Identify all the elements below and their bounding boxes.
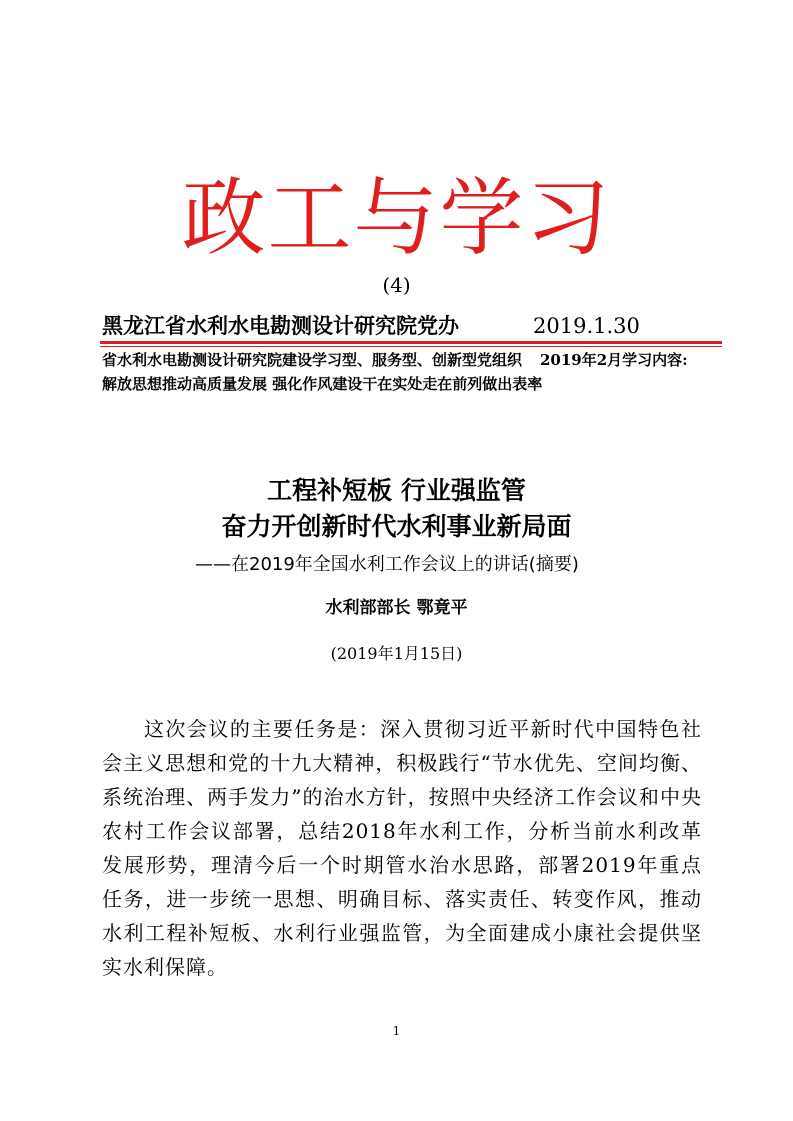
header-rule-thin xyxy=(100,346,722,347)
header-rule-thick xyxy=(100,341,722,344)
study-header-line2: 解放思想推动高质量发展 强化作风建设干在实处走在前列做出表率 xyxy=(102,375,543,393)
article-author: 水利部部长 鄂竟平 xyxy=(325,598,468,618)
study-header-month: 2019年2月学习内容: xyxy=(540,351,688,369)
article-subtitle: ——在2019年全国水利工作会议上的讲话(摘要) xyxy=(195,554,579,575)
article-body: 这次会议的主要任务是：深入贯彻习近平新时代中国特色社会主义思想和党的十九大精神，积极践行“节水优先、空间均衡、系统治理、两手发力”的治水方针，按照中央经济工作会议和中央农村工作会议部署，总结2018年水利工作，分析当前水利改革发展形势，理清今后一个时期管水治水思路，部署2019年重点任务，进一步统一思想、明确目标、落实责任、转变作风，推动水利工程补短板、水利行业强监管，为全面建成小康社会提供坚实水利保障。 xyxy=(102,717,702,979)
masthead-title: 政工与学习 xyxy=(181,169,612,267)
article-title-line1: 工程补短板 行业强监管 xyxy=(267,476,526,505)
publication-date: 2019.1.30 xyxy=(533,314,640,338)
article-title-line2: 奋力开创新时代水利事业新局面 xyxy=(221,512,572,541)
issue-number: (4) xyxy=(382,273,411,297)
study-header-line1: 省水利水电勘测设计研究院建设学习型、服务型、创新型党组织 xyxy=(102,351,523,369)
organization-name: 黑龙江省水利水电勘测设计研究院党办 xyxy=(102,313,459,338)
page-number: 1 xyxy=(392,1024,401,1038)
speech-date: (2019年1月15日) xyxy=(330,644,463,663)
